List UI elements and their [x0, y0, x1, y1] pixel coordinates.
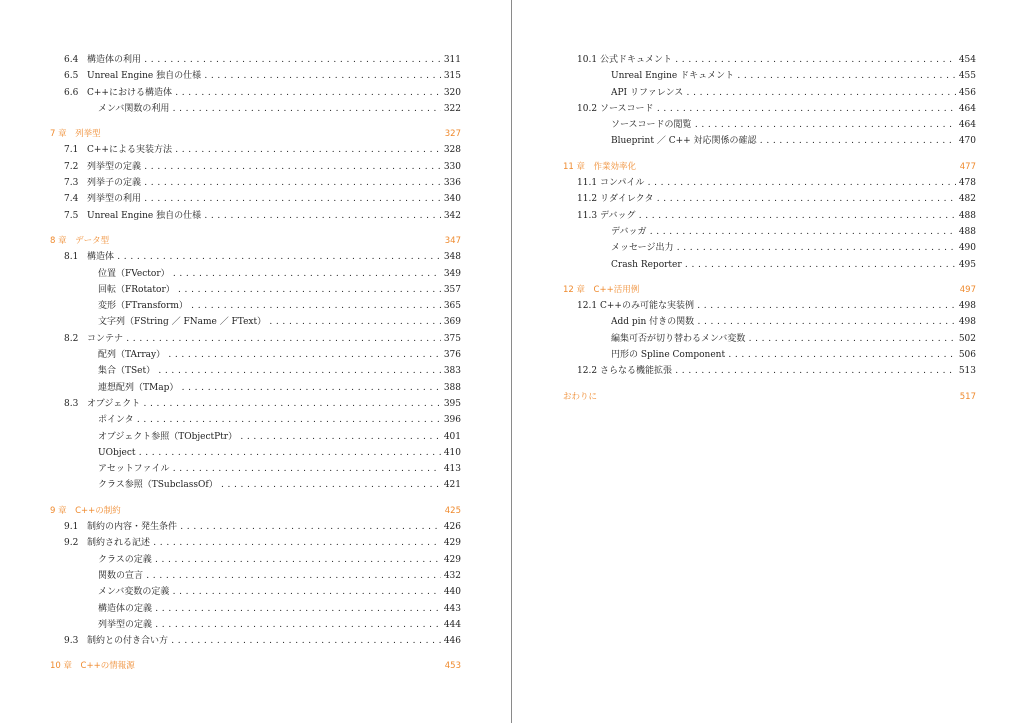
page-number: 478 [958, 178, 976, 189]
toc-entry[interactable] [50, 298, 461, 314]
section-number: 9.2 [64, 538, 79, 549]
toc-entry[interactable] [50, 52, 461, 68]
section-number: 10.2 [577, 103, 598, 114]
entry-title: Add pin 付きの関数 . . . [611, 314, 956, 330]
page-number: 488 [958, 210, 976, 221]
entry-title: 列挙型の定義 . . . [98, 617, 441, 633]
page-number: 396 [443, 415, 461, 426]
entry-title: クラスの定義 . . . [98, 552, 441, 568]
toc-entry[interactable] [50, 568, 461, 584]
page-number: 432 [443, 570, 461, 581]
section-number: 9.1 [64, 522, 79, 533]
entry-title: さらなる機能拡張 . . . [600, 363, 956, 379]
entry-title: 編集可否が切り替わるメンバ変数 . . . [611, 331, 956, 347]
page-number: 327 [444, 129, 461, 140]
entry-title: C++のみ可能な実装例 . . . [600, 298, 956, 314]
entry-title: 連想配列（TMap） . . . [98, 380, 441, 396]
page-number: 401 [443, 431, 461, 442]
entry-title: C++における構造体 . . . [87, 85, 441, 101]
toc-entry[interactable] [50, 429, 461, 445]
entry-title: 配列（TArray） . . . [98, 347, 441, 363]
page-number: 330 [443, 161, 461, 172]
toc-entry[interactable] [50, 461, 461, 477]
right-page [512, 0, 1024, 723]
section-number: 8.2 [64, 333, 79, 344]
section-number: 9.3 [64, 636, 79, 647]
entry-title: 制約との付き合い方 . . . [87, 633, 441, 649]
page-number: 369 [443, 317, 461, 328]
entry-title: オブジェクト . . . [87, 396, 441, 412]
page-number: 488 [958, 226, 976, 237]
toc-entry[interactable] [563, 85, 976, 101]
section-number: 7.5 [64, 210, 79, 221]
page-number: 517 [959, 391, 976, 402]
chapter-title: 8 章 データ型 [50, 235, 110, 246]
toc-chapter-heading[interactable] [563, 282, 976, 298]
page-number: 357 [443, 284, 461, 295]
page-number: 425 [444, 505, 461, 516]
entry-title: 列挙子の定義 . . . [87, 175, 441, 191]
page-number: 513 [958, 366, 976, 377]
entry-title: 位置（FVector） . . . [98, 266, 441, 282]
toc-entry[interactable] [50, 445, 461, 461]
entry-title: 円形の Spline Component . . . [611, 347, 956, 363]
entry-title: クラス参照（TSubclassOf） . . . [98, 477, 441, 493]
toc-entry[interactable] [563, 224, 976, 240]
toc-entry[interactable] [50, 282, 461, 298]
page-number: 336 [443, 178, 461, 189]
toc-chapter-heading[interactable] [50, 233, 461, 249]
entry-title: 列挙型の定義 . . . [87, 159, 441, 175]
entry-title: ソースコードの閲覧 . . . [611, 117, 956, 133]
toc-entry[interactable] [50, 191, 461, 207]
page-number: 315 [443, 71, 461, 82]
page-number: 470 [958, 136, 976, 147]
entry-title: 列挙型の利用 . . . [87, 191, 441, 207]
page-number: 506 [958, 350, 976, 361]
page-number: 365 [443, 301, 461, 312]
entry-title: Unreal Engine 独自の仕様 . . . [87, 68, 441, 84]
entry-title: デバッガ . . . [611, 224, 956, 240]
section-number: 7.4 [64, 194, 79, 205]
section-number: 6.4 [64, 55, 79, 65]
page-number: 490 [958, 243, 976, 254]
page-number: 440 [443, 587, 461, 598]
page-number: 464 [958, 120, 976, 131]
toc-entry[interactable] [563, 331, 976, 347]
page-number: 497 [959, 284, 976, 295]
toc-entry[interactable] [50, 617, 461, 633]
entry-title: アセットファイル . . . [98, 461, 441, 477]
toc-entry[interactable] [50, 519, 461, 535]
page-number: 375 [443, 333, 461, 344]
page-number: 347 [444, 235, 461, 246]
entry-title: コンテナ . . . [87, 331, 441, 347]
toc-entry[interactable] [563, 101, 976, 117]
toc-entry[interactable] [50, 331, 461, 347]
entry-title: Unreal Engine ドキュメント . . . [611, 68, 956, 84]
toc-entry[interactable] [50, 314, 461, 330]
section-number: 7.2 [64, 161, 79, 172]
page-number: 464 [958, 103, 976, 114]
entry-title: オブジェクト参照（TObjectPtr） . . . [98, 429, 441, 445]
toc-entry[interactable] [50, 142, 461, 158]
entry-title: Crash Reporter . . . [611, 257, 956, 273]
entry-title: Blueprint ／ C++ 対応関係の確認 . . . [611, 133, 956, 149]
toc-entry[interactable] [563, 191, 976, 207]
toc-entry[interactable] [50, 347, 461, 363]
entry-title: メンバ関数の利用 . . . [98, 101, 441, 117]
toc-entry[interactable] [50, 633, 461, 649]
entry-title: 構造体 . . . [87, 249, 441, 265]
chapter-title: 12 章 C++活用例 [563, 284, 640, 295]
toc-entry[interactable] [563, 314, 976, 330]
toc-entry[interactable] [50, 380, 461, 396]
entry-title: メンバ変数の定義 . . . [98, 584, 441, 600]
section-number: 6.6 [64, 87, 79, 98]
page-number: 395 [443, 398, 461, 409]
toc-entry[interactable] [50, 175, 461, 191]
page-number: 388 [443, 382, 461, 393]
page-number: 453 [444, 661, 461, 672]
page-number: 429 [443, 554, 461, 565]
entry-title: UObject . . . [98, 445, 441, 461]
toc-entry[interactable] [50, 159, 461, 175]
toc-entry[interactable] [50, 396, 461, 412]
section-number: 12.2 [577, 366, 598, 377]
section-number: 6.5 [64, 71, 79, 82]
page-number: 342 [443, 210, 461, 221]
page-number: 311 [443, 55, 461, 65]
toc-entry[interactable] [563, 175, 976, 191]
toc-entry[interactable] [563, 68, 976, 84]
page-number: 498 [958, 301, 976, 312]
page-number: 444 [443, 619, 461, 630]
chapter-title: 9 章 C++の制約 [50, 505, 121, 516]
entry-title: C++による実装方法 . . . [87, 142, 441, 158]
section-number: 11.1 [577, 178, 598, 189]
toc-chapter-heading[interactable] [50, 126, 461, 142]
page-number: 446 [443, 636, 461, 647]
page-number: 502 [958, 333, 976, 344]
chapter-title: 10 章 C++の情報源 [50, 661, 135, 672]
entry-title: リダイレクタ . . . [600, 191, 956, 207]
page-number: 349 [443, 268, 461, 279]
toc-entry[interactable] [50, 363, 461, 379]
toc-entry[interactable] [563, 363, 976, 379]
page-number: 456 [958, 87, 976, 98]
entry-title: ポインタ . . . [98, 412, 441, 428]
toc-entry[interactable] [50, 552, 461, 568]
chapter-title: 7 章 列挙型 [50, 129, 101, 140]
page-number: 443 [443, 603, 461, 614]
toc-entry[interactable] [563, 240, 976, 256]
page-number: 426 [443, 522, 461, 533]
section-number: 11.2 [577, 194, 598, 205]
page-number: 482 [958, 194, 976, 205]
page-number: 455 [958, 71, 976, 82]
toc-entry[interactable] [50, 85, 461, 101]
entry-title: 制約の内容・発生条件 . . . [87, 519, 441, 535]
toc-entry[interactable] [563, 133, 976, 149]
section-number: 8.1 [64, 252, 79, 263]
page-number: 498 [958, 317, 976, 328]
page-number: 376 [443, 350, 461, 361]
entry-title: 回転（FRotator） . . . [98, 282, 441, 298]
entry-title: 制約される記述 . . . [87, 535, 441, 551]
entry-title: ソースコード . . . [600, 101, 956, 117]
toc-entry[interactable] [50, 208, 461, 224]
page-number: 454 [958, 55, 976, 65]
page-number: 477 [959, 161, 976, 172]
toc-entry[interactable] [50, 101, 461, 117]
page-number: 328 [443, 145, 461, 156]
toc-entry[interactable] [50, 477, 461, 493]
page-number: 495 [958, 259, 976, 270]
chapter-title: 11 章 作業効率化 [563, 161, 637, 172]
entry-title: コンパイル . . . [600, 175, 956, 191]
toc-chapter-heading[interactable] [563, 389, 976, 405]
toc-entry[interactable] [563, 52, 976, 68]
entry-title: 変形（FTransform） . . . [98, 298, 441, 314]
page-number: 413 [443, 464, 461, 475]
toc-entry[interactable] [50, 266, 461, 282]
toc-entry[interactable] [563, 117, 976, 133]
entry-title: 集合（TSet） . . . [98, 363, 441, 379]
chapter-title: おわりに [563, 391, 598, 402]
section-number: 12.1 [577, 301, 598, 312]
entry-title: 文字列（FString ／ FName ／ FText） . . . [98, 314, 441, 330]
section-number: 8.3 [64, 398, 79, 409]
page-number: 340 [443, 194, 461, 205]
page-number: 322 [443, 103, 461, 114]
toc-entry[interactable] [563, 298, 976, 314]
section-number: 11.3 [577, 210, 598, 221]
page-number: 320 [443, 87, 461, 98]
entry-title: Unreal Engine 独自の仕様 . . . [87, 208, 441, 224]
toc-list-left [50, 52, 461, 675]
page-number: 429 [443, 538, 461, 549]
toc-entry[interactable] [563, 208, 976, 224]
toc-entry[interactable] [50, 601, 461, 617]
page-number: 410 [443, 447, 461, 458]
toc-entry[interactable] [50, 584, 461, 600]
entry-title: デバッグ . . . [600, 208, 956, 224]
toc-entry[interactable] [50, 249, 461, 265]
toc-entry[interactable] [50, 535, 461, 551]
section-number: 10.1 [577, 55, 598, 65]
left-page [0, 0, 511, 723]
toc-entry[interactable] [563, 347, 976, 363]
toc-entry[interactable] [563, 257, 976, 273]
entry-title: 関数の宣言 . . . [98, 568, 441, 584]
entry-title: API リファレンス . . . [611, 85, 956, 101]
section-number: 7.1 [64, 145, 79, 156]
toc-entry[interactable] [50, 68, 461, 84]
page-number: 348 [443, 252, 461, 263]
section-number: 7.3 [64, 178, 79, 189]
entry-title: 構造体の定義 . . . [98, 601, 441, 617]
entry-title: メッセージ出力 . . . [611, 240, 956, 256]
entry-title: 構造体の利用 . . . [87, 52, 441, 68]
toc-list-right [563, 52, 976, 405]
toc-chapter-heading[interactable] [50, 658, 461, 674]
page-number: 421 [443, 480, 461, 491]
toc-chapter-heading[interactable] [563, 159, 976, 175]
entry-title: 公式ドキュメント . . . [600, 52, 956, 68]
toc-entry[interactable] [50, 412, 461, 428]
toc-chapter-heading[interactable] [50, 503, 461, 519]
page-number: 383 [443, 366, 461, 377]
